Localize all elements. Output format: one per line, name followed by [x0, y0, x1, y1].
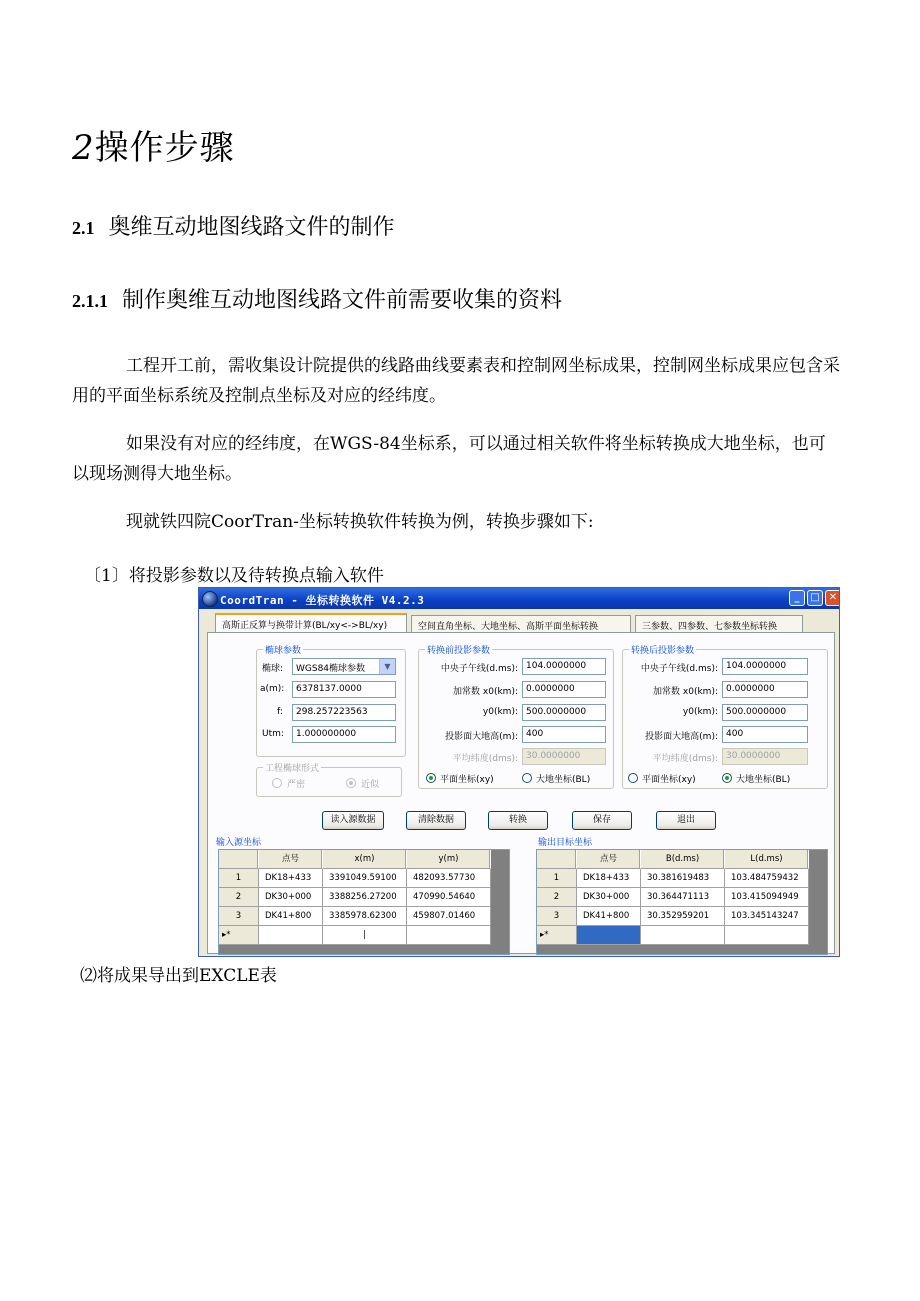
after-params-group-label: 转换后投影参数 — [629, 643, 696, 656]
before-cm-label: 中央子午线(d.ms): — [440, 664, 518, 674]
table-cell[interactable] — [725, 926, 809, 945]
heading-2-text: 奥维互动地图线路文件的制作 — [108, 215, 395, 240]
before-lat-input[interactable]: 30.0000000 — [522, 748, 606, 765]
f-label: f: — [277, 707, 283, 717]
save-button[interactable]: 保存 — [572, 811, 632, 830]
heading-2-number: 2.1 — [72, 218, 95, 238]
table-cell[interactable]: 103.345143247 — [725, 907, 809, 926]
before-lat-label: 平均纬度(dms): — [452, 754, 518, 764]
strict-label: 严密 — [287, 780, 306, 790]
input-table[interactable] — [218, 849, 510, 955]
table-cell[interactable]: DK41+800 — [259, 907, 323, 926]
chevron-down-icon[interactable]: ▼ — [379, 659, 395, 674]
selected-cell[interactable] — [577, 926, 641, 945]
new-row-marker[interactable]: ▸* — [219, 926, 259, 945]
table-cell[interactable]: DK41+800 — [577, 907, 641, 926]
ellipsoid-select-value: WGS84椭球参数 — [296, 664, 366, 674]
after-cm-label: 中央子午线(d.ms): — [640, 664, 718, 674]
table-cell[interactable]: 30.352959201 — [641, 907, 725, 926]
approx-label: 近似 — [361, 780, 380, 790]
after-h-label: 投影面大地高(m): — [645, 732, 718, 742]
output-col-b[interactable]: B(d.ms) — [641, 850, 725, 869]
after-bl-radio[interactable] — [722, 773, 732, 783]
table-row-header[interactable]: 3 — [537, 907, 577, 926]
heading-2 — [72, 210, 395, 241]
ellipsoid-type-label: 椭球: — [262, 664, 284, 674]
title-bar — [199, 588, 839, 609]
text-cursor[interactable]: | — [323, 926, 407, 945]
output-table[interactable] — [536, 849, 828, 955]
clear-data-button[interactable]: 清除数据 — [406, 811, 466, 830]
after-h-input[interactable]: 400 — [722, 726, 808, 743]
tab-panel — [207, 632, 835, 954]
paragraph-3 — [72, 507, 842, 537]
table-cell[interactable]: DK30+000 — [577, 888, 641, 907]
table-row-header[interactable]: 1 — [219, 869, 259, 888]
utm-label: Utm: — [262, 729, 284, 739]
table-row-header[interactable]: 3 — [219, 907, 259, 926]
input-table-label: 输入源坐标 — [216, 838, 262, 848]
a-input[interactable]: 6378137.0000 — [292, 681, 396, 698]
table-cell[interactable]: 103.484759432 — [725, 869, 809, 888]
utm-input[interactable]: 1.000000000 — [292, 726, 396, 743]
paragraph-3-text: 现就铁四院CoorTran-坐标转换软件转换为例，转换步骤如下: — [126, 512, 594, 532]
before-xy-label: 平面坐标(xy) — [440, 775, 494, 785]
table-row-header[interactable]: 2 — [537, 888, 577, 907]
table-cell[interactable]: 470990.54640 — [407, 888, 491, 907]
before-xy-radio[interactable] — [426, 773, 436, 783]
ellipsoid-group-label: 椭球参数 — [263, 643, 303, 656]
heading-3-number: 2.1.1 — [72, 291, 108, 311]
table-corner — [219, 850, 259, 869]
table-cell[interactable] — [641, 926, 725, 945]
ellipsoid-select[interactable] — [292, 658, 396, 675]
output-col-id[interactable]: 点号 — [577, 850, 641, 869]
heading-3 — [72, 283, 562, 314]
table-corner — [537, 850, 577, 869]
tab-space-coords[interactable]: 空间直角坐标、大地坐标、高斯平面坐标转换 — [411, 615, 631, 632]
heading-1-number: 2 — [72, 128, 95, 168]
coordtran-window — [198, 587, 840, 957]
table-cell[interactable]: 30.381619483 — [641, 869, 725, 888]
table-cell[interactable]: 103.415094949 — [725, 888, 809, 907]
tab-gauss[interactable]: 高斯正反算与换带计算(BL/xy<->BL/xy) — [215, 613, 407, 633]
before-x0-input[interactable]: 0.0000000 — [522, 681, 606, 698]
table-cell[interactable] — [407, 926, 491, 945]
after-y0-input[interactable]: 500.0000000 — [722, 704, 808, 721]
approx-radio[interactable] — [346, 778, 356, 788]
window-title: CoordTran - 坐标转换软件 V4.2.3 — [220, 594, 425, 607]
convert-button[interactable]: 转换 — [488, 811, 548, 830]
table-cell[interactable]: 459807.01460 — [407, 907, 491, 926]
a-label: a(m): — [260, 684, 285, 694]
heading-1-text: 操作步骤 — [94, 128, 235, 168]
new-row-marker[interactable]: ▸* — [537, 926, 577, 945]
before-cm-input[interactable]: 104.0000000 — [522, 658, 606, 675]
before-h-label: 投影面大地高(m): — [445, 732, 518, 742]
before-x0-label: 加常数 x0(km): — [453, 687, 518, 697]
table-cell[interactable]: 3388256.27200 — [323, 888, 407, 907]
output-table-label: 输出目标坐标 — [538, 838, 593, 848]
app-globe-icon — [202, 591, 218, 607]
output-col-l[interactable]: L(d.ms) — [725, 850, 809, 869]
before-y0-label: y0(km): — [482, 707, 518, 717]
table-cell[interactable]: 3391049.59100 — [323, 869, 407, 888]
paragraph-2 — [72, 429, 842, 489]
step-2-caption: ⑵将成果导出到EXCLE表 — [80, 966, 277, 986]
table-cell[interactable] — [259, 926, 323, 945]
table-cell[interactable]: 482093.57730 — [407, 869, 491, 888]
table-cell[interactable]: DK18+433 — [577, 869, 641, 888]
paragraph-1-text: 工程开工前，需收集设计院提供的线路曲线要素表和控制网坐标成果，控制网坐标成果应包含采用的平面坐标系统及控制点坐标及对应的经纬度。 — [72, 356, 840, 406]
read-source-button[interactable]: 读入源数据 — [322, 811, 384, 830]
f-input[interactable]: 298.257223563 — [292, 704, 396, 721]
close-button[interactable]: ✕ — [825, 590, 840, 606]
input-col-y[interactable]: y(m) — [407, 850, 491, 869]
heading-1 — [72, 120, 235, 169]
after-lat-input[interactable]: 30.0000000 — [722, 748, 808, 765]
after-cm-input[interactable]: 104.0000000 — [722, 658, 808, 675]
after-x0-label: 加常数 x0(km): — [653, 687, 718, 697]
after-bl-label: 大地坐标(BL) — [736, 775, 791, 785]
maximize-button[interactable]: □ — [807, 590, 823, 606]
strict-radio[interactable] — [272, 778, 282, 788]
after-x0-input[interactable]: 0.0000000 — [722, 681, 808, 698]
exit-button[interactable]: 退出 — [656, 811, 716, 830]
before-y0-input[interactable]: 500.0000000 — [522, 704, 606, 721]
before-bl-label: 大地坐标(BL) — [536, 775, 591, 785]
table-row-header[interactable]: 2 — [219, 888, 259, 907]
after-y0-label: y0(km): — [682, 707, 718, 717]
table-cell[interactable]: 30.364471113 — [641, 888, 725, 907]
minimize-button[interactable]: _ — [789, 590, 805, 606]
before-bl-radio[interactable] — [522, 773, 532, 783]
input-col-id[interactable]: 点号 — [259, 850, 323, 869]
project-form-group-label: 工程椭球形式 — [263, 761, 321, 774]
input-col-x[interactable]: x(m) — [323, 850, 407, 869]
step-1-caption: 〔1〕将投影参数以及待转换点输入软件 — [84, 566, 384, 586]
table-cell[interactable]: DK18+433 — [259, 869, 323, 888]
after-lat-label: 平均纬度(dms): — [652, 754, 718, 764]
after-xy-radio[interactable] — [628, 773, 638, 783]
after-xy-label: 平面坐标(xy) — [642, 775, 696, 785]
tab-params[interactable]: 三参数、四参数、七参数坐标转换 — [635, 615, 803, 632]
paragraph-1 — [72, 351, 842, 411]
table-cell[interactable]: DK30+000 — [259, 888, 323, 907]
before-params-group-label: 转换前投影参数 — [425, 643, 492, 656]
table-cell[interactable]: 3385978.62300 — [323, 907, 407, 926]
before-h-input[interactable]: 400 — [522, 726, 606, 743]
table-row-header[interactable]: 1 — [537, 869, 577, 888]
paragraph-2-text: 如果没有对应的经纬度，在WGS-84坐标系，可以通过相关软件将坐标转换成大地坐标，也可以现场测得大地坐标。 — [72, 434, 826, 484]
heading-3-text: 制作奥维互动地图线路文件前需要收集的资料 — [122, 288, 563, 313]
